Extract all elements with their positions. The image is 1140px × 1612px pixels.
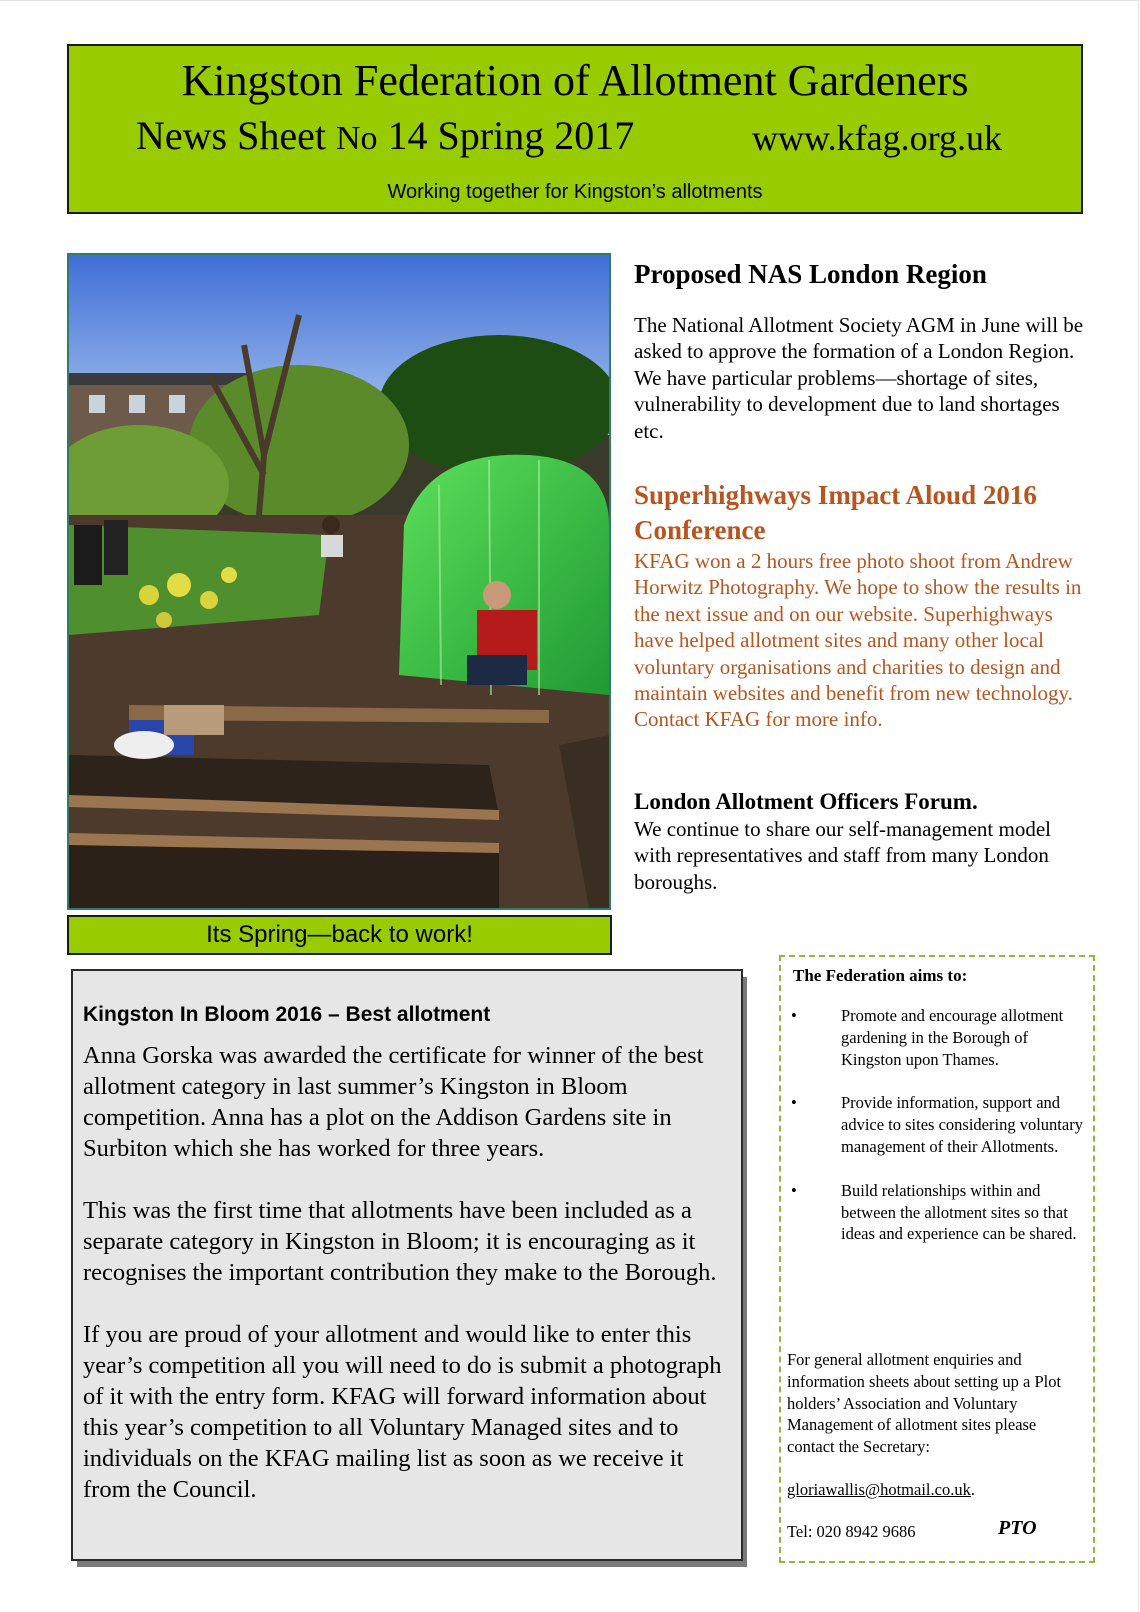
bloom-paragraph: This was the first time that allotments have been included as a separate category in Kingston in Bloom; it is encouraging as it recognises the important contribution they make to the Borough.	[83, 1197, 717, 1286]
allotment-photo	[67, 253, 611, 910]
bullet-icon: •	[791, 1006, 797, 1025]
secretary-email-link[interactable]: gloriawallis@hotmail.co.uk	[787, 1480, 971, 1499]
issue-number: 14 Spring 2017	[377, 113, 635, 158]
article-heading: Proposed NAS London Region	[634, 259, 987, 289]
bloom-paragraph: If you are proud of your allotment and would like to enter this year’s competition all you will need to do is submit a photograph of it with the entry form. KFAG will forward information about this year’s competition to all Voluntary Managed sites and to individuals on the KFAG mailing list as soon as we receive it from the Council.	[83, 1321, 722, 1503]
website-url: www.kfag.org.uk	[752, 118, 1002, 158]
article-heading: London Allotment Officers Forum.	[634, 789, 978, 814]
issue-line	[136, 112, 634, 163]
photo-caption: Its Spring—back to work!	[67, 915, 612, 955]
aims-item	[787, 1180, 1087, 1245]
aims-item	[787, 1005, 1087, 1070]
allotment-photo-illustration	[69, 255, 609, 908]
aims-title: The Federation aims to:	[793, 966, 968, 985]
aims-item-text: Promote and encourage allotment gardening in the Borough of Kingston upon Thames.	[841, 1006, 1064, 1069]
aims-item-text: Build relationships within and between the allotment sites so that ideas and experience can be shared.	[841, 1180, 1077, 1244]
newsletter-title: Kingston Federation of Allotment Gardeners	[181, 56, 969, 105]
bloom-paragraph: Anna Gorska was awarded the certificate for winner of the best allotment category in last summer’s Kingston in Bloom competition. Anna has a plot on the Addison Gardens site in Surbiton which she has worked for three years.	[83, 1042, 704, 1162]
kingston-in-bloom-box	[71, 969, 743, 1561]
aims-list	[787, 1005, 1087, 1267]
contact-text: For general allotment enquiries and information sheets about setting up a Plot holders’ Association and Voluntary Management of allotment sites please contact the Secretary:	[787, 1350, 1062, 1457]
federation-aims-box	[779, 955, 1095, 1563]
aims-item-text: Provide information, support and advice to sites considering voluntary management of their Allotments.	[841, 1093, 1083, 1156]
email-suffix: .	[970, 1480, 975, 1499]
pto-label: PTO	[998, 1517, 1037, 1539]
article-superhighways	[634, 478, 1089, 733]
article-body: The National Allotment Society AGM in June will be asked to approve the formation of a London Region. We have particular problems—shortage of sites, vulnerability to development due to land shortages etc.	[634, 313, 1084, 443]
masthead	[67, 44, 1083, 214]
issue-no-label: No	[335, 120, 378, 157]
email-line	[787, 1479, 975, 1501]
bullet-icon: •	[791, 1180, 797, 1200]
bullet-icon: •	[791, 1093, 797, 1113]
article-body: KFAG won a 2 hours free photo shoot from Andrew Horwitz Photography. We hope to show the results in the next issue and on our website. Superhighways have helped allotment sites and many other local voluntary organisations and charities to design and maintain websites and benefit from new technology. Contact KFAG for more info.	[634, 549, 1082, 732]
article-nas-london-region	[634, 257, 1089, 444]
issue-prefix: News Sheet	[136, 113, 336, 158]
tagline: Working together for Kingston’s allotments	[387, 181, 763, 203]
article-body: We continue to share our self-management model with representatives and staff from many London boroughs.	[634, 817, 1051, 894]
article-officers-forum	[634, 787, 1089, 895]
bloom-title: Kingston In Bloom 2016 – Best allotment	[83, 1003, 491, 1026]
telephone-number: Tel: 020 8942 9686	[787, 1522, 916, 1541]
article-heading: Superhighways Impact Aloud 2016 Conference	[634, 480, 1037, 545]
aims-item	[787, 1092, 1087, 1157]
